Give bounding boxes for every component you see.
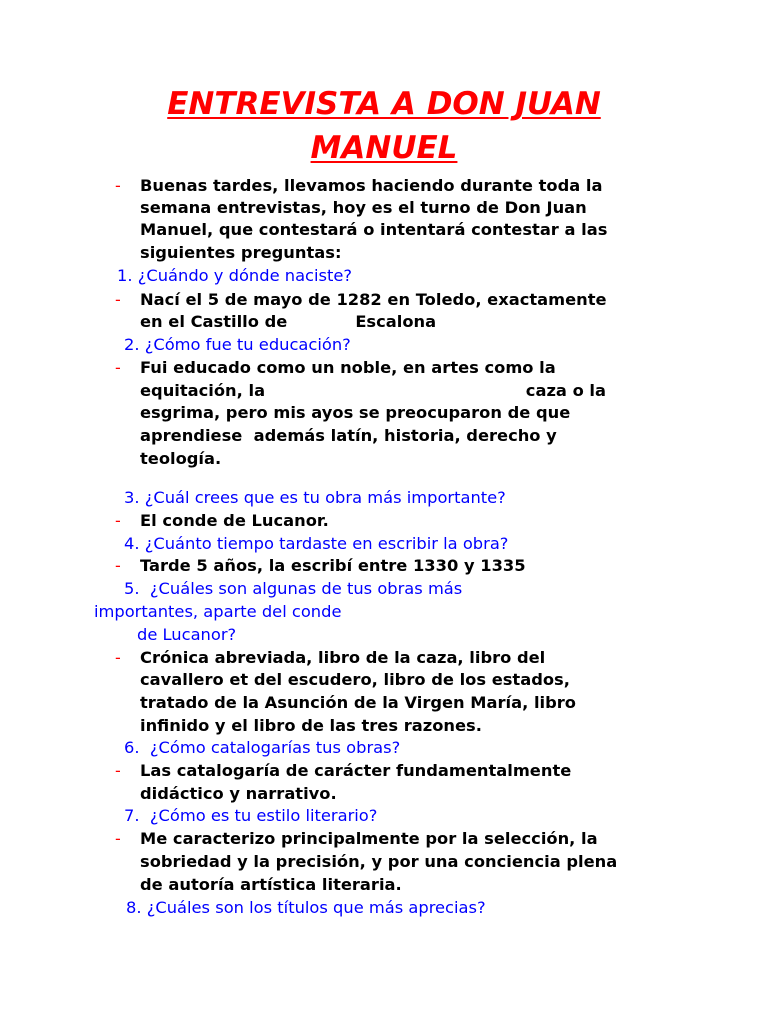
bullet-dash: - [115,648,121,667]
answer-7-line: de autoría artística literaria. [140,875,402,894]
answer-5-line: cavallero et del escudero, libro de los estados, [140,670,570,689]
answer-2-line: teología. [140,449,222,468]
answer-2-line: aprendiese además latín, historia, derecho y [140,426,557,445]
answer-7-line: Me caracterizo principalmente por la selección, la [140,829,598,848]
answer-1-line: Nací el 5 de mayo de 1282 en Toledo, exactamente [140,290,607,309]
bullet-dash: - [115,761,121,780]
bullet-dash: - [115,556,121,575]
answer-3-line: El conde de Lucanor. [140,511,329,530]
title-line-2: MANUEL [310,130,458,166]
intro-line: semana entrevistas, hoy es el turno de Don Juan [140,198,587,217]
intro-line: Buenas tardes, llevamos haciendo durante toda la [140,176,603,195]
question-5-line: importantes, aparte del conde [94,602,342,621]
answer-4-line: Tarde 5 años, la escribí entre 1330 y 1335 [140,556,526,575]
bullet-dash: - [115,511,121,530]
intro-line: Manuel, que contestará o intentará contestar a las [140,220,608,239]
answer-1-line: en el Castillo de Escalona [140,312,437,331]
title-line-1: ENTREVISTA A DON JUAN [167,86,601,122]
question-5-line: 5. ¿Cuáles son algunas de tus obras más [124,579,463,598]
answer-6-line: Las catalogaría de carácter fundamentalmente [140,761,572,780]
question-5-line: de Lucanor? [137,625,237,644]
question-7: 7. ¿Cómo es tu estilo literario? [124,806,378,825]
bullet-dash: - [115,290,121,309]
answer-2-line: esgrima, pero mis ayos se preocuparon de que [140,403,571,422]
answer-2-line: Fui educado como un noble, en artes como la [140,358,556,377]
question-1: 1. ¿Cuándo y dónde naciste? [117,266,353,285]
question-2: 2. ¿Cómo fue tu educación? [124,335,351,354]
answer-5-line: infinido y el libro de las tres razones. [140,716,482,735]
question-6: 6. ¿Cómo catalogarías tus obras? [124,738,401,757]
bullet-dash: - [115,829,121,848]
question-8: 8. ¿Cuáles son los títulos que más aprecias? [126,898,486,917]
answer-5-line: Crónica abreviada, libro de la caza, libro del [140,648,546,667]
answer-2-line: equitación, la caza o la [140,381,606,400]
bullet-dash: - [115,176,121,195]
answer-6-line: didáctico y narrativo. [140,784,337,803]
bullet-dash: - [115,358,121,377]
question-3: 3. ¿Cuál crees que es tu obra más importante? [124,488,506,507]
intro-line: siguientes preguntas: [140,243,342,262]
answer-5-line: tratado de la Asunción de la Virgen María, libro [140,693,576,712]
answer-7-line: sobriedad y la precisión, y por una conciencia plena [140,852,618,871]
question-4: 4. ¿Cuánto tiempo tardaste en escribir la obra? [124,534,509,553]
